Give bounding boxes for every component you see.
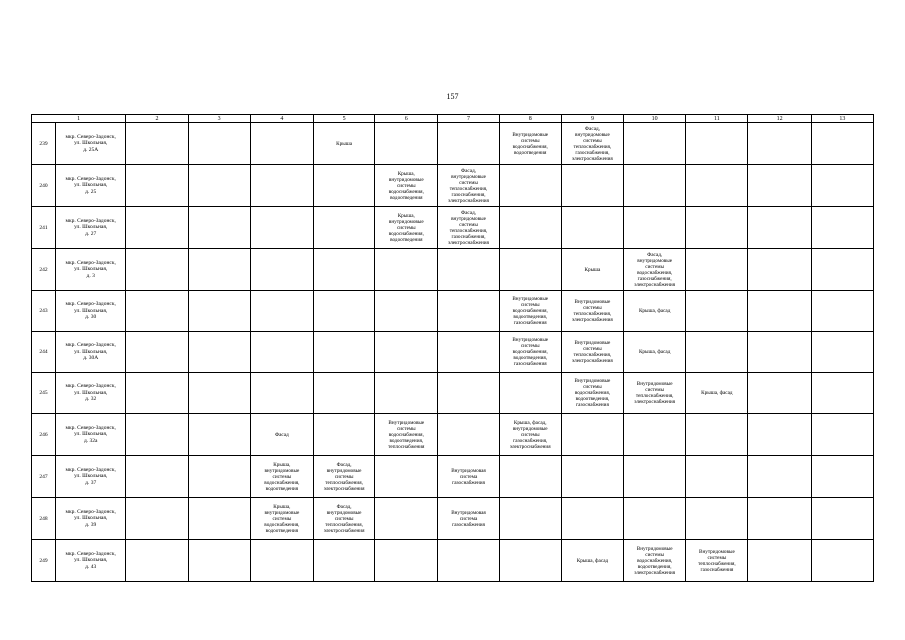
table-cell	[375, 207, 438, 249]
table-cell	[188, 249, 250, 291]
table-cell	[624, 498, 686, 540]
column-header: 12	[748, 115, 811, 123]
row-number: 241	[32, 207, 56, 249]
table-row	[32, 123, 874, 165]
row-address	[56, 249, 126, 291]
table-cell	[686, 498, 748, 540]
table-cell	[188, 540, 250, 582]
table-cell	[499, 373, 561, 414]
row-number: 240	[32, 165, 56, 207]
table-cell	[686, 249, 748, 291]
column-number-row	[32, 115, 874, 123]
table-cell	[250, 373, 313, 414]
table-cell	[748, 540, 811, 582]
cell-text: Фасад	[275, 431, 289, 438]
cell-text: Крыша, фасад	[638, 349, 671, 355]
column-header: 5	[313, 115, 374, 123]
table-cell	[250, 456, 313, 498]
table-cell	[811, 373, 873, 414]
table-cell	[748, 165, 811, 207]
table-cell	[188, 207, 250, 249]
table-cell	[126, 249, 188, 291]
cell-text: Фасад, внутридомовые системы теплоснабжения, электроснабжения	[323, 503, 365, 534]
table-cell	[624, 165, 686, 207]
table-cell	[748, 123, 811, 165]
table-cell	[375, 165, 438, 207]
column-header: 7	[438, 115, 499, 123]
cell-text: Крыша	[336, 140, 352, 147]
table-cell	[499, 207, 561, 249]
row-number: 249	[32, 540, 56, 582]
cell-text: Внутридомовые системы теплоснабжения, электроснабжения	[634, 381, 676, 405]
cell-text: Внутридомовая система газоснабжения	[451, 509, 486, 528]
table-cell	[313, 123, 374, 165]
row-number: 248	[32, 498, 56, 540]
table-cell	[561, 165, 623, 207]
table-cell	[811, 540, 873, 582]
column-header: 13	[811, 115, 873, 123]
table-cell	[686, 414, 748, 456]
table-cell	[375, 291, 438, 332]
table-cell	[624, 207, 686, 249]
table-cell	[126, 414, 188, 456]
table-cell	[375, 456, 438, 498]
table-cell	[499, 249, 561, 291]
table-cell	[624, 540, 686, 582]
cell-text: Внутридомовые системы водоснабжения, водоотведения, теплоснабжения	[388, 419, 425, 450]
address-text: мкр. Северо-Задонск, ул. Школьная, д. 37	[65, 466, 116, 486]
table-cell	[313, 165, 374, 207]
table-cell	[438, 332, 499, 373]
table-cell	[126, 373, 188, 414]
table-cell	[188, 123, 250, 165]
row-number: 247	[32, 456, 56, 498]
table-cell	[188, 332, 250, 373]
table-cell	[561, 456, 623, 498]
address-text: мкр. Северо-Задонск, ул. Школьная, д. 25	[65, 175, 116, 195]
table-cell	[499, 498, 561, 540]
cell-text: Крыша, фасад, внутридомовые системы газоснабжения, электроснабжения	[509, 419, 551, 450]
table-cell	[313, 207, 374, 249]
page-number: 157	[446, 92, 459, 101]
table-cell	[126, 498, 188, 540]
table-cell	[375, 373, 438, 414]
table-cell	[624, 123, 686, 165]
table-cell	[561, 123, 623, 165]
table-cell	[313, 373, 374, 414]
table-cell	[686, 332, 748, 373]
table-cell	[624, 414, 686, 456]
table-cell	[250, 123, 313, 165]
table-cell	[686, 540, 748, 582]
cell-text: Крыша, внутридомовые системы водоснабжения, водоотведения	[264, 503, 300, 534]
table-cell	[561, 498, 623, 540]
table-cell	[250, 414, 313, 456]
address-text: мкр. Северо-Задонск, ул. Школьная, д. 43	[65, 550, 116, 570]
table-cell	[126, 540, 188, 582]
table-row	[32, 291, 874, 332]
address-text: мкр. Северо-Задонск, ул. Школьная, д. 39	[65, 508, 116, 528]
cell-text: Крыша, фасад	[576, 557, 609, 564]
repair-schedule-table	[31, 114, 874, 582]
table-cell	[686, 373, 748, 414]
cell-text: Внутридомовые системы водоснабжения, водоотведения	[512, 131, 549, 156]
cell-text: Внутридомовые системы теплоснабжения, электроснабжения	[572, 340, 613, 364]
address-text: мкр. Северо-Задонск, ул. Школьная, д. 32а	[65, 424, 116, 444]
cell-text: Фасад, внутридомовые системы теплоснабжения, газоснабжения, электроснабжения	[448, 167, 489, 204]
table-cell	[250, 332, 313, 373]
cell-text: Внутридомовые системы водоснабжения, водоотведения, газоснабжения	[512, 296, 549, 326]
table-cell	[561, 291, 623, 332]
column-header: 2	[126, 115, 188, 123]
table-cell	[499, 540, 561, 582]
table-cell	[375, 249, 438, 291]
table-cell	[686, 123, 748, 165]
table-cell	[748, 373, 811, 414]
table-row	[32, 456, 874, 498]
table-row	[32, 332, 874, 373]
table-cell	[438, 165, 499, 207]
table-cell	[686, 207, 748, 249]
table-cell	[313, 498, 374, 540]
table-cell	[561, 414, 623, 456]
column-header: 9	[561, 115, 623, 123]
row-number: 243	[32, 291, 56, 332]
table-cell	[250, 540, 313, 582]
column-header: 6	[375, 115, 438, 123]
cell-text: Фасад, внутридомовые системы теплоснабжения, газоснабжения, электроснабжения	[572, 125, 613, 162]
column-header: 3	[188, 115, 250, 123]
address-text: мкр. Северо-Задонск, ул. Школьная, д. 27	[65, 217, 116, 237]
table-cell	[748, 332, 811, 373]
table-row	[32, 249, 874, 291]
cell-text: Крыша, внутридомовые системы водоснабжения, водоотведения	[388, 170, 424, 201]
table-cell	[313, 332, 374, 373]
table-cell	[188, 414, 250, 456]
table-cell	[188, 291, 250, 332]
table-cell	[499, 332, 561, 373]
table-cell	[624, 291, 686, 332]
table-cell	[811, 291, 873, 332]
cell-text: Внутридомовые системы теплоснабжения, газоснабжения	[698, 548, 736, 573]
table-cell	[624, 249, 686, 291]
table-cell	[811, 207, 873, 249]
cell-text: Крыша, фасад	[638, 308, 671, 314]
cell-text: Фасад, внутридомовые системы водоснабжения, газоснабжения, электроснабжения	[634, 251, 676, 288]
table-cell	[126, 291, 188, 332]
cell-text: Фасад, внутридомовые системы теплоснабжения, газоснабжения, электроснабжения	[448, 209, 489, 246]
column-header: 10	[624, 115, 686, 123]
address-text: мкр. Северо-Задонск, ул. Школьная, д. 3	[65, 259, 116, 279]
table-cell	[561, 332, 623, 373]
table-cell	[438, 207, 499, 249]
table-cell	[438, 249, 499, 291]
row-number: 239	[32, 123, 56, 165]
table-cell	[188, 165, 250, 207]
table-cell	[748, 207, 811, 249]
table-cell	[313, 540, 374, 582]
address-text: мкр. Северо-Задонск, ул. Школьная, д. 30А	[65, 342, 116, 362]
table-cell	[811, 165, 873, 207]
row-address	[56, 123, 126, 165]
table-cell	[375, 332, 438, 373]
table-cell	[126, 165, 188, 207]
table-cell	[438, 456, 499, 498]
table-cell	[375, 540, 438, 582]
table-cell	[561, 373, 623, 414]
table-cell	[811, 123, 873, 165]
table-cell	[188, 456, 250, 498]
table-cell	[748, 498, 811, 540]
table-row	[32, 207, 874, 249]
table-cell	[250, 291, 313, 332]
column-header: 8	[499, 115, 561, 123]
table-cell	[313, 291, 374, 332]
table-cell	[811, 249, 873, 291]
table-cell	[686, 456, 748, 498]
table-cell	[748, 249, 811, 291]
row-address	[56, 291, 126, 332]
row-number: 246	[32, 414, 56, 456]
table-cell	[313, 249, 374, 291]
table-cell	[188, 373, 250, 414]
row-address	[56, 540, 126, 582]
table-cell	[624, 373, 686, 414]
table-cell	[375, 123, 438, 165]
table-cell	[438, 291, 499, 332]
column-header: 11	[686, 115, 748, 123]
table-cell	[499, 456, 561, 498]
table-row	[32, 498, 874, 540]
table-cell	[686, 291, 748, 332]
cell-text: Внутридомовые системы водоснабжения, водоотведения, электроснабжения	[634, 545, 676, 576]
table-cell	[811, 414, 873, 456]
table-cell	[250, 498, 313, 540]
table-cell	[561, 540, 623, 582]
table-body	[32, 123, 874, 582]
cell-text: Фасад, внутридомовые системы теплоснабжения, электроснабжения	[323, 461, 365, 492]
column-header: 1	[32, 115, 126, 123]
table-row	[32, 540, 874, 582]
table-cell	[811, 498, 873, 540]
cell-text: Внутридомовая система газоснабжения	[451, 467, 486, 486]
table-cell	[126, 123, 188, 165]
table-cell	[250, 165, 313, 207]
table-cell	[499, 291, 561, 332]
cell-text: Внутридомовые системы теплоснабжения, электроснабжения	[572, 299, 613, 323]
table-cell	[748, 291, 811, 332]
table-cell	[313, 414, 374, 456]
cell-text: Крыша, фасад	[701, 390, 733, 396]
table-row	[32, 414, 874, 456]
row-address	[56, 165, 126, 207]
table-cell	[499, 165, 561, 207]
table-cell	[561, 249, 623, 291]
table-cell	[748, 456, 811, 498]
table-cell	[250, 249, 313, 291]
table-row	[32, 165, 874, 207]
table-cell	[499, 414, 561, 456]
table-cell	[748, 414, 811, 456]
column-header: 4	[250, 115, 313, 123]
row-number: 245	[32, 373, 56, 414]
table-cell	[126, 332, 188, 373]
address-text: мкр. Северо-Задонск, ул. Школьная, д. 25А	[65, 133, 116, 153]
table-cell	[438, 498, 499, 540]
table-cell	[375, 498, 438, 540]
table-cell	[624, 456, 686, 498]
cell-text: Внутридомовые системы водоснабжения, водоотведения, газоснабжения	[512, 337, 549, 367]
table-cell	[438, 414, 499, 456]
cell-text: Крыша	[584, 266, 601, 273]
table-cell	[811, 332, 873, 373]
table-cell	[438, 540, 499, 582]
table-cell	[188, 498, 250, 540]
table-cell	[499, 123, 561, 165]
table-cell	[375, 414, 438, 456]
table-cell	[438, 123, 499, 165]
table-cell	[686, 165, 748, 207]
table-cell	[438, 373, 499, 414]
address-text: мкр. Северо-Задонск, ул. Школьная, д. 30	[65, 301, 116, 321]
table-cell	[561, 207, 623, 249]
table-cell	[126, 207, 188, 249]
row-address	[56, 207, 126, 249]
table-cell	[811, 456, 873, 498]
table-cell	[624, 332, 686, 373]
address-text: мкр. Северо-Задонск, ул. Школьная, д. 32	[65, 383, 116, 403]
table-cell	[250, 207, 313, 249]
cell-text: Крыша, внутридомовые системы водоснабжения, водоотведения	[388, 212, 424, 243]
cell-text: Внутридомовые системы водоснабжения, водоотведения, газоснабжения	[574, 378, 611, 408]
row-address	[56, 414, 126, 456]
row-number: 242	[32, 249, 56, 291]
row-number: 244	[32, 332, 56, 373]
row-address	[56, 456, 126, 498]
cell-text: Крыша, внутридомовые системы водоснабжения, водоотведения	[264, 461, 300, 492]
row-address	[56, 332, 126, 373]
table-cell	[126, 456, 188, 498]
table-row	[32, 373, 874, 414]
row-address	[56, 373, 126, 414]
table-cell	[313, 456, 374, 498]
row-address	[56, 498, 126, 540]
